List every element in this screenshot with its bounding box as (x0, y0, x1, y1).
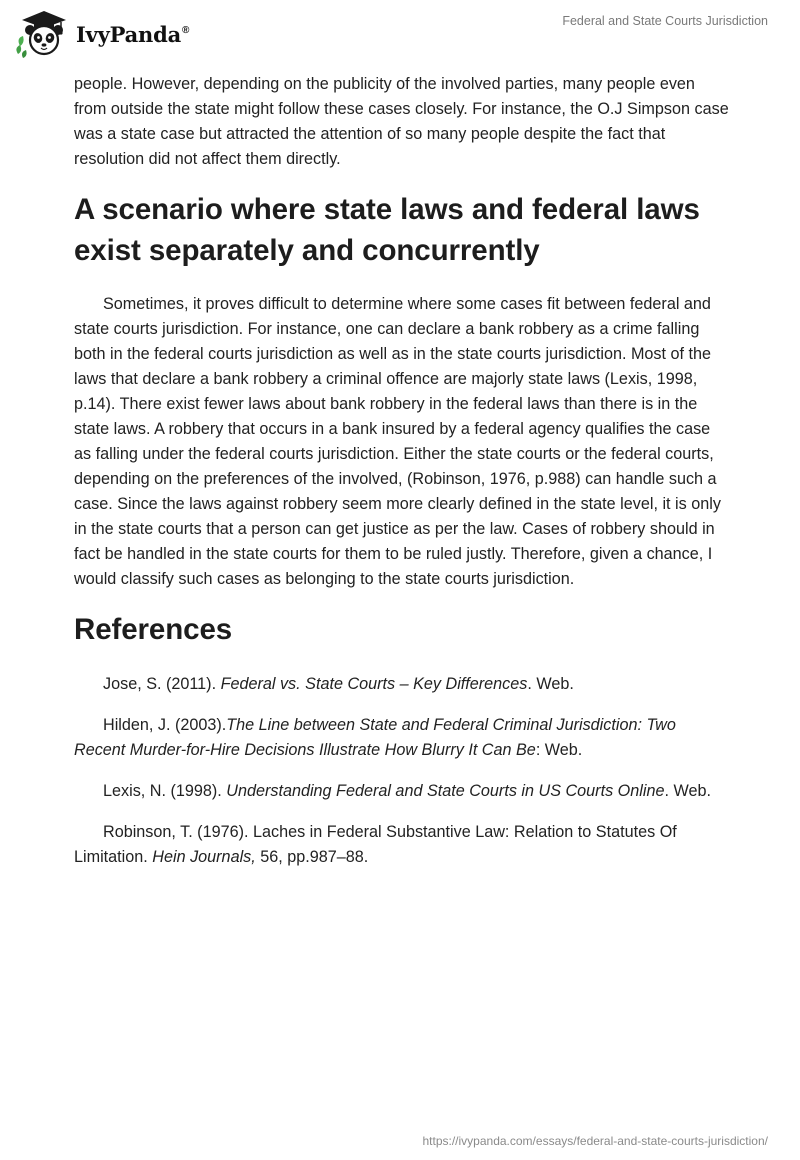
ivypanda-logo[interactable] (14, 8, 224, 60)
intro-paragraph: people. However, depending on the publicity of the involved parties, many people even from outside the state might follow these cases closely. For instance, the O.J Simpson case was a state case but attracted the attention of so many people despite the fact that resolution did not affect them directly. (74, 75, 729, 168)
section-heading: A scenario where state laws and federal laws exist separately and concurrently (74, 193, 700, 267)
logo-wordmark: IvyPanda® (76, 21, 190, 47)
references-list (74, 672, 730, 870)
references-heading: References (74, 613, 233, 646)
reference-item: Robinson, T. (1976). Laches in Federal Substantive Law: Relation to Statutes Of Limitation. Hein Journals, 56, pp.987–88. (74, 823, 677, 866)
panda-graduate-icon (14, 8, 74, 60)
document-title: Federal and State Courts Jurisdiction (562, 14, 768, 28)
page-header (0, 0, 800, 70)
reference-item: Jose, S. (2011). Federal vs. State Courts – Key Differences. Web. (103, 675, 574, 693)
section-paragraph: Sometimes, it proves difficult to determine where some cases fit between federal and state courts jurisdiction. For instance, one can declare a bank robbery as a crime falling both in the federal courts jurisdiction as well as in the state courts jurisdiction. Most of the laws that declare a bank robbery a criminal offence are majorly state laws (Lexis, 1998, p.14). There exist fewer laws about bank robbery in the federal laws than there is in the state laws. A robbery that occurs in a bank insured by a federal agency qualifies the case as falling under the federal courts jurisdiction. Either the state courts or the federal courts, depending on the preferences of the involved, (Robinson, 1976, p.988) can handle such a case. Since the laws against robbery seem more clearly defined in the state level, it is only in the state courts that a person can get justice as per the law. Cases of robbery should in fact be handled in the state courts for them to be ruled justly. Therefore, given a chance, I would classify such cases as belonging to the state courts jurisdiction. (74, 295, 721, 588)
source-url-link[interactable]: https://ivypanda.com/essays/federal-and-state-courts-jurisdiction/ (422, 1134, 768, 1148)
reference-item: Hilden, J. (2003).The Line between State and Federal Criminal Jurisdiction: Two Recent Murder-for-Hire Decisions Illustrate How Blurry It Can Be: Web. (74, 716, 676, 759)
registered-mark: ® (182, 24, 190, 36)
reference-item: Lexis, N. (1998). Understanding Federal and State Courts in US Courts Online. Web. (103, 782, 711, 800)
article-content (74, 72, 730, 886)
